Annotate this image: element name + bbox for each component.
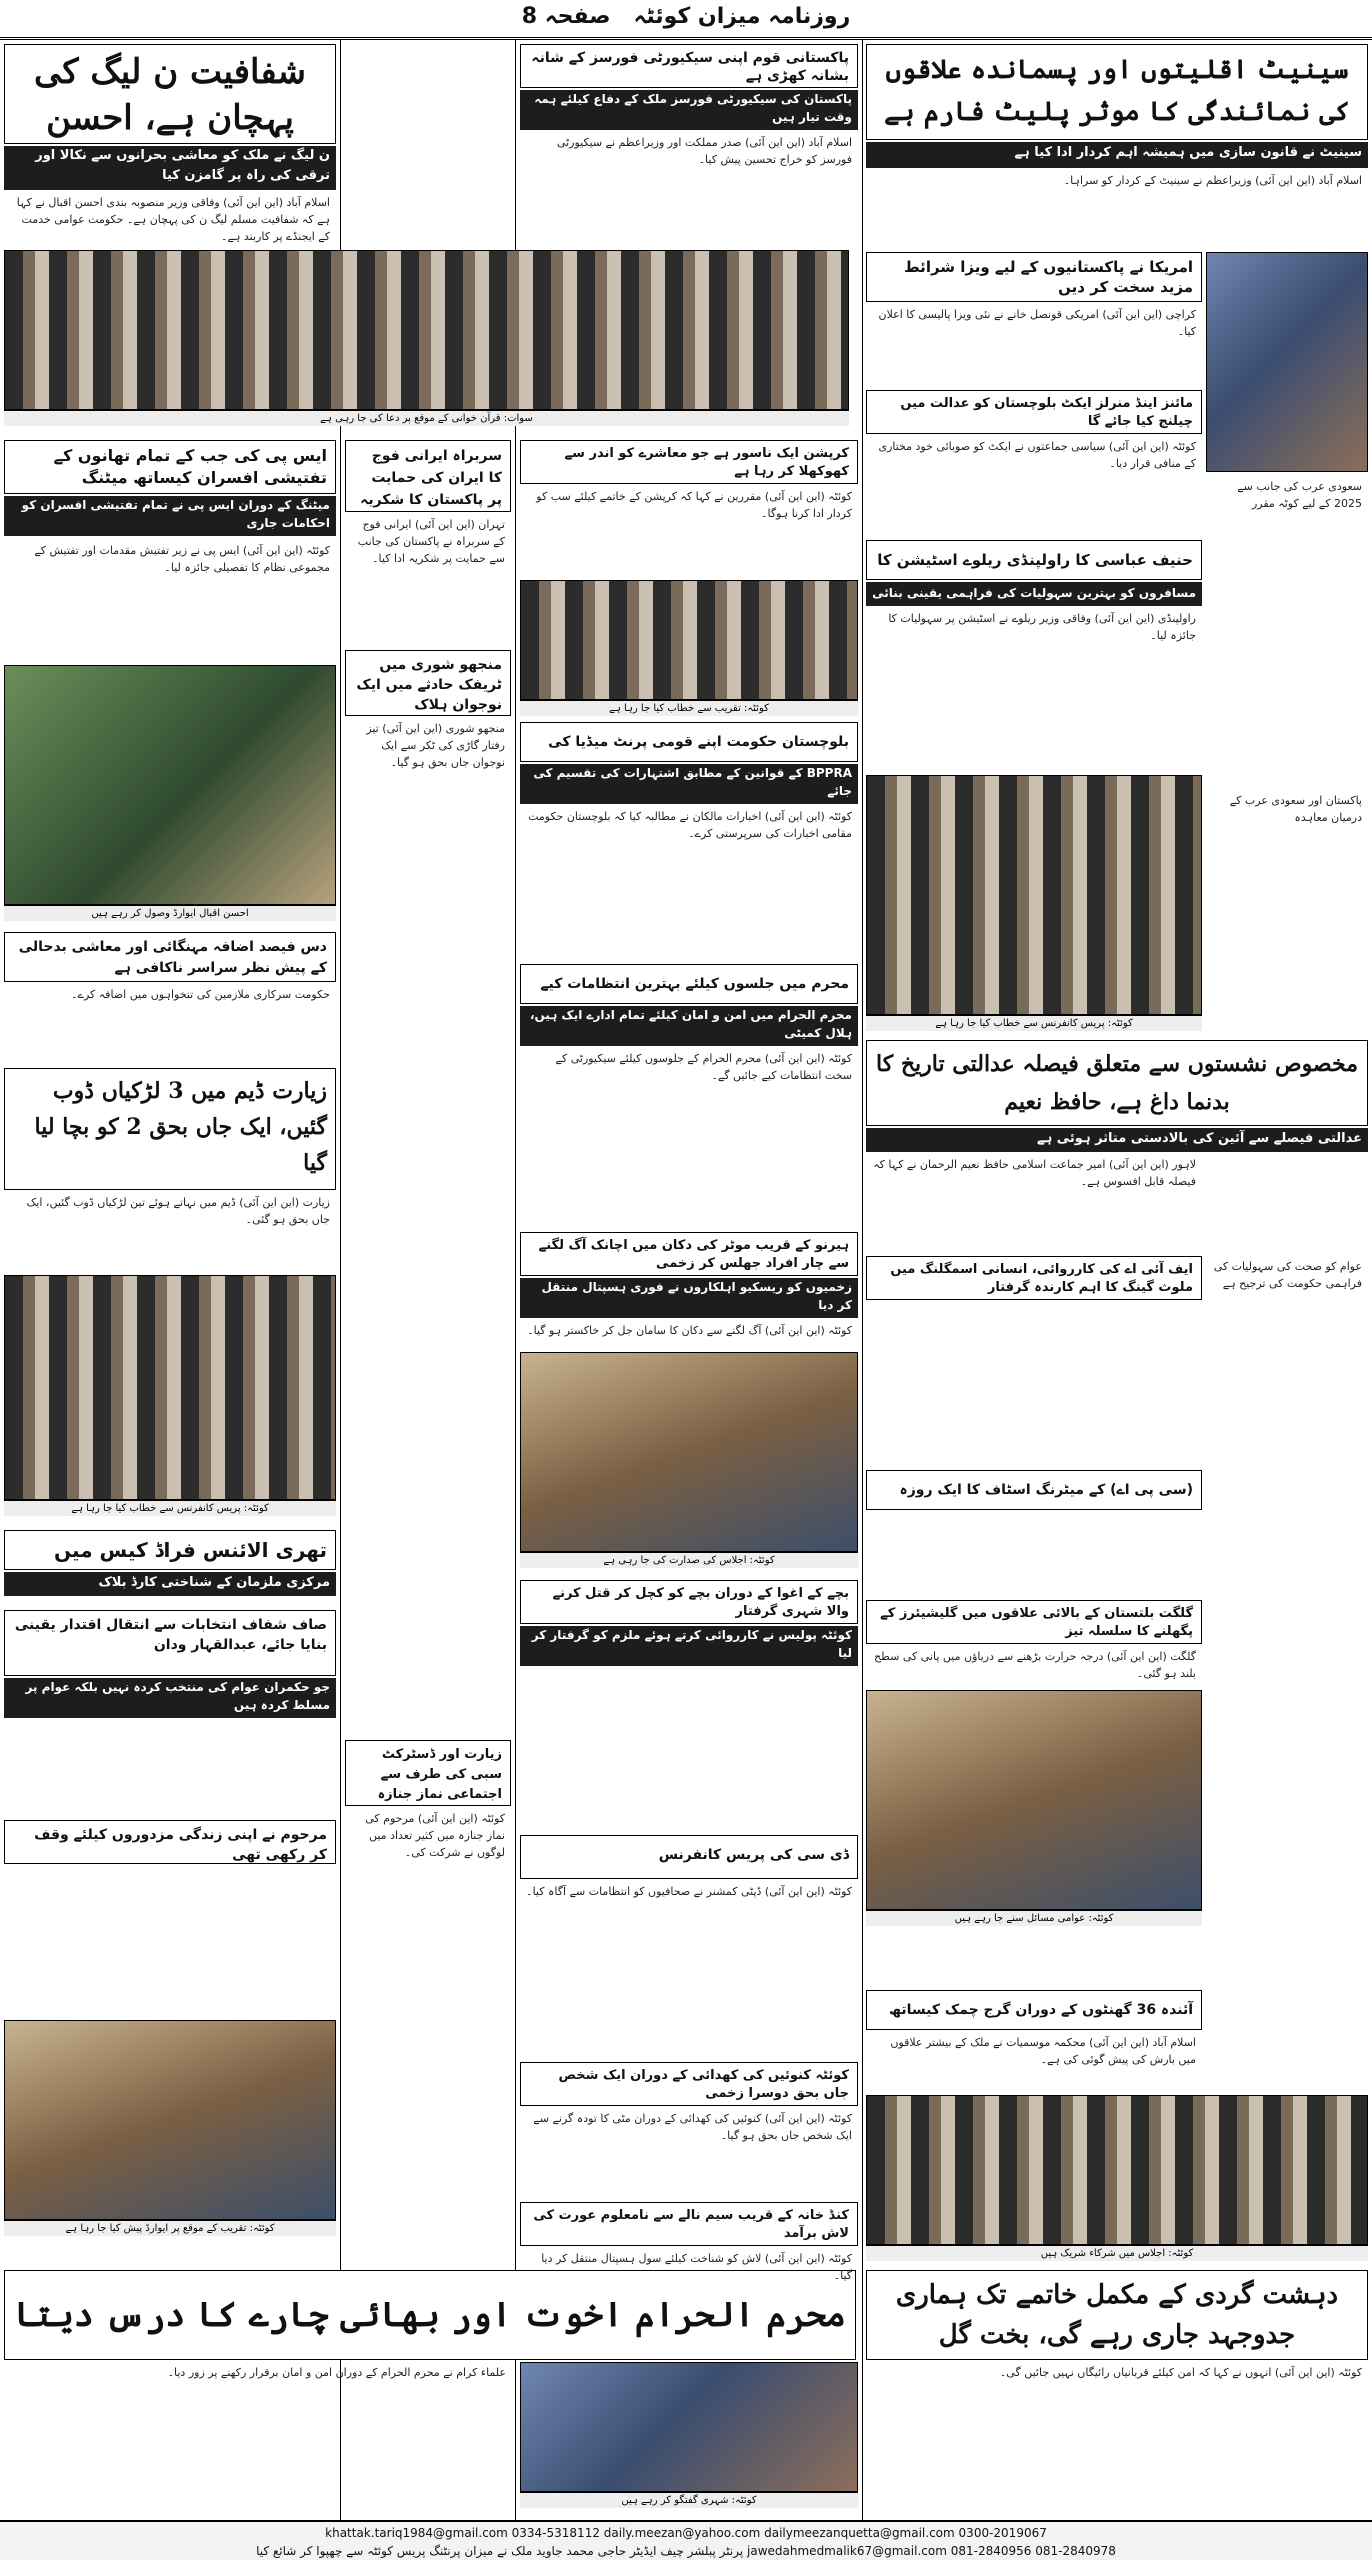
fire-bar: زخمیوں کو ریسکیو اہلکاروں نے فوری ہسپتال منتقل کر دیا	[520, 1278, 858, 1318]
arrest-bar: کوئٹہ پولیس نے کارروائی کرتے ہوئے ملزم کو گرفتار کر لیا	[520, 1626, 858, 1666]
footer-contact-line1: 0300-2019067 khattak.tariq1984@gmail.com 0334-5318112 daily.meezan@yahoo.com dailymeezanquetta@gmail.com	[325, 2526, 1047, 2540]
seminar-caption: کوئٹہ: تقریب سے خطاب کیا جا رہا ہے	[520, 700, 858, 716]
gathering-photo	[866, 2095, 1368, 2245]
security-forces-text: اسلام آباد (این این آئی) صدر مملکت اور وزیراعظم نے سیکیورٹی فورسز کو خراج تحسین پیش کیا۔	[556, 136, 852, 166]
election-headline: صاف شفاف انتخابات سے انتقال اقتدار یقینی بنایا جائے، عبدالقہار ودان	[4, 1610, 336, 1676]
corruption-headline: کرپشن ایک ناسور ہے جو معاشرے کو اندر سے کھوکھلا کر رہا ہے	[520, 440, 858, 484]
mines-act-text: کوئٹہ (این این آئی) سیاسی جماعتوں نے ایکٹ کو صوبائی خود مختاری کے منافی قرار دیا۔	[878, 440, 1196, 470]
senate-headline: سینیٹ اقلیتوں اور پسماندہ علاقوں کی نمائندگی کا موثر پلیٹ فارم ہے	[866, 44, 1368, 140]
award-photo-caption: احسن اقبال ایوارڈ وصول کر رہے ہیں	[4, 905, 336, 921]
senate-bar: سینیٹ نے قانون سازی میں ہمیشہ اہم کردار ادا کیا ہے	[866, 142, 1368, 168]
officials-caption: کوئٹہ: پریس کانفرنس سے خطاب کیا جا رہا ہے	[866, 1015, 1202, 1031]
fraud-case-headline: تھری الائنس فراڈ کیس میں	[4, 1530, 336, 1570]
footer-contact-line2: 081-2840978 081-2840956 jawedahmedmalik67@gmail.com پرنٹر پبلشر چیف ایڈیٹر حاجی محمد جاوید ملک نے میزان پرنٹنگ پریس کوئٹہ سے چھپوا کر شائع کیا	[256, 2544, 1116, 2558]
muharram-headline: محرم الحرام اخوت اور بھائی چارے کا درس دیتا	[4, 2270, 856, 2360]
fire-headline: ہیرنو کے قریب موٹر کی دکان میں اچانک آگ لگنے سے چار افراد جھلس کر زخمی	[520, 1232, 858, 1276]
well-accident-headline: کوئٹہ کنوئیں کی کھدائی کے دوران ایک شخص جاں بحق دوسرا زخمی	[520, 2062, 858, 2106]
rain-text: اسلام آباد (این این آئی) محکمہ موسمیات نے ملک کے بیشتر علاقوں میں بارش کی پیش گوئی کی ہے۔	[890, 2036, 1196, 2066]
sp-meeting-bar: میٹنگ کے دوران ایس پی نے تمام تفتیشی افسران کو احکامات جاری	[4, 496, 336, 536]
press-conference-photo	[4, 1275, 336, 1500]
print-media-bar: BPPRA کے قوانین کے مطابق اشتہارات کی تقسیم کی جائے	[520, 764, 858, 804]
paper-name: روزنامہ میزان کوئٹہ صفحہ 8	[521, 4, 851, 29]
senate-text: اسلام آباد (این این آئی) وزیراعظم نے سینیٹ کے کردار کو سراہا۔	[1063, 174, 1362, 187]
saudi-agreement-text: پاکستان اور سعودی عرب کے درمیان معاہدہ	[1229, 794, 1362, 824]
hafiz-naeem-bar: عدالتی فیصلے سے آئین کی بالادستی متاثر ہوئی ہے	[866, 1128, 1368, 1152]
rain-headline: آئندہ 36 گھنٹوں کے دوران گرج چمک کیساتھ	[866, 1990, 1202, 2030]
fraud-case-bar: مرکزی ملزمان کے شناختی کارڈ بلاک	[4, 1572, 336, 1596]
sp-meeting-headline: ایس پی کی جب کے تمام تھانوں کے تفتیشی افسران کیساتھ میٹنگ	[4, 440, 336, 494]
health-side-text: عوام کو صحت کی سہولیات کی فراہمی حکومت کی ترجیح ہے	[1213, 1260, 1362, 1290]
body-found-headline: کنڈ خانہ کے قریب سیم نالے سے نامعلوم عورت کی لاش برآمد	[520, 2202, 858, 2246]
salary-headline: دس فیصد اضافہ مہنگائی اور معاشی بدحالی کے پیش نظر سراسر ناکافی ہے	[4, 932, 336, 982]
public-meeting-caption: کوئٹہ: عوامی مسائل سنے جا رہے ہیں	[866, 1910, 1202, 1926]
page-footer	[0, 2520, 1372, 2560]
left-top-text: اسلام آباد (این این آئی) وفاقی وزیر منصوبہ بندی احسن اقبال نے کہا ہے کہ شفافیت مسلم لیگ ن کی پہچان ہے۔ حکومت عوامی خدمت کے ایجنڈے پر کاربند ہے۔	[16, 196, 330, 243]
ziarat-dam-text: زیارت (این این آئی) ڈیم میں نہاتے ہوئے تین لڑکیاں ڈوب گئیں، ایک جاں بحق ہو گئی۔	[26, 1196, 330, 1226]
sp-meeting-text: کوئٹہ (این این آئی) ایس پی نے زیر تفتیش مقدمات اور تفتیش کے مجموعی نظام کا تفصیلی جائزہ لیا۔	[34, 544, 330, 574]
iran-army-headline: سربراہ ایرانی فوج کا ایران کی حمایت پر پاکستان کا شکریہ	[345, 440, 511, 512]
muharram-text: علماء کرام نے محرم الحرام کے دوران امن و امان برقرار رکھنے پر زور دیا۔	[167, 2366, 506, 2379]
iran-army-text: تہران (این این آئی) ایرانی فوج کے سربراہ نے پاکستان کی جانب سے حمایت پر شکریہ ادا کیا۔	[357, 518, 505, 565]
ziarat-dam-headline: زیارت ڈیم میں 3 لڑکیاں ڈوب گئیں، ایک جاں بحق 2 کو بچا لیا گیا	[4, 1068, 336, 1190]
left-top-subhead: ن لیگ نے ملک کو معاشی بحرانوں سے نکالا اور ترقی کی راہ پر گامزن کیا	[4, 146, 336, 190]
funeral-headline: زیارت اور ڈسٹرکٹ سبی کی طرف سے اجتماعی نماز جنازہ	[345, 1740, 511, 1806]
hafiz-naeem-headline: مخصوص نشستوں سے متعلق فیصلہ عدالتی تاریخ کا بدنما داغ ہے، حافظ نعیم	[866, 1040, 1368, 1126]
labour-headline: مرحوم نے اپنی زندگی مزدوروں کیلئے وقف کر رکھی تھی	[4, 1820, 336, 1864]
corruption-text: کوئٹہ (این این آئی) مقررین نے کہا کہ کرپشن کے خاتمے کیلئے سب کو کردار ادا کرنا ہوگا۔	[536, 490, 852, 520]
public-meeting-photo	[866, 1690, 1202, 1910]
meeting-caption: کوئٹہ: اجلاس کی صدارت کی جا رہی ہے	[520, 1552, 858, 1568]
security-forces-headline: پاکستانی قوم اپنی سیکیورٹی فورسز کے شانہ بشانہ کھڑی ہے	[520, 44, 858, 88]
fia-headline: ایف آئی اے کی کارروائی، انسانی اسمگلنگ میں ملوث گینگ کا اہم کارندہ گرفتار	[866, 1256, 1202, 1300]
security-forces-bar: پاکستان کی سیکیورٹی فورسز ملک کے دفاع کیلئے ہمہ وقت تیار ہیں	[520, 90, 858, 130]
funeral-text: کوئٹہ (این این آئی) مرحوم کی نماز جنازہ میں کثیر تعداد میں لوگوں نے شرکت کی۔	[365, 1812, 505, 1859]
us-visa-text: کراچی (این این آئی) امریکی قونصل خانے نے نئی ویزا پالیسی کا اعلان کیا۔	[878, 308, 1196, 338]
street-caption: کوئٹہ: شہری گفتگو کر رہے ہیں	[520, 2492, 858, 2508]
arrest-headline: بچے کے اغوا کے دوران بچے کو کچل کر قتل کرنے والا شہری گرفتار	[520, 1580, 858, 1624]
column-rule	[862, 40, 863, 2545]
dc-press-text: کوئٹہ (این این آئی) ڈپٹی کمشنر نے صحافیوں کو انتظامات سے آگاہ کیا۔	[526, 1885, 852, 1898]
meeting-photo	[520, 1352, 858, 1552]
cpa-seminar-headline: (سی پی اے) کے میٹرنگ اسٹاف کا ایک روزہ	[866, 1470, 1202, 1510]
pm-photo	[1206, 252, 1368, 472]
muharram-security-text: کوئٹہ (این این آئی) محرم الحرام کے جلوسوں کیلئے سیکیورٹی کے سخت انتظامات کیے جائیں گے۔	[555, 1052, 852, 1082]
gathering-caption: کوئٹہ: اجلاس میں شرکاء شریک ہیں	[866, 2245, 1368, 2261]
well-accident-text: کوئٹہ (این این آئی) کنوئیں کی کھدائی کے دوران مٹی کا تودہ گرنے سے ایک شخص جاں بحق ہو گیا۔	[533, 2112, 852, 2142]
traffic-accident-headline: منجھو شوری میں ٹریفک حادثے میں ایک نوجوان ہلاک	[345, 650, 511, 716]
body-found-text: کوئٹہ (این این آئی) لاش کو شناخت کیلئے سول ہسپتال منتقل کر دیا گیا۔	[541, 2252, 852, 2282]
bakht-gul-headline: دہشت گردی کے مکمل خاتمے تک ہماری جدوجہد جاری رہے گی، بخت گل	[866, 2270, 1368, 2360]
seminar-photo	[520, 580, 858, 700]
election-bar: جو حکمران عوام کی منتخب کردہ نہیں بلکہ عوام پر مسلط کردہ ہیں	[4, 1678, 336, 1718]
railway-headline: حنیف عباسی کا راولپنڈی ریلوے اسٹیشن کا	[866, 540, 1202, 580]
street-photo	[520, 2362, 858, 2492]
hajj-quota-text: سعودی عرب کی جانب سے 2025 کے لیے کوٹہ مقرر	[1237, 480, 1362, 510]
fire-text: کوئٹہ (این این آئی) آگ لگنے سے دکان کا سامان جل کر خاکستر ہو گیا۔	[527, 1324, 852, 1337]
traffic-accident-text: منجھو شوری (این این آئی) تیز رفتار گاڑی کی ٹکر سے ایک نوجوان جاں بحق ہو گیا۔	[366, 722, 505, 769]
us-visa-headline: امریکا نے پاکستانیوں کے لیے ویزا شرائط مزید سخت کر دیں	[866, 252, 1202, 302]
left-top-headline: شفافیت ن لیگ کی پہچان ہے، احسن	[4, 44, 336, 144]
mines-act-headline: مائنز اینڈ منرلز ایکٹ بلوچستان کو عدالت میں چیلنج کیا جائے گا	[866, 390, 1202, 434]
salary-text: حکومت سرکاری ملازمین کی تنخواہوں میں اضافہ کرے۔	[71, 988, 330, 1001]
ceremony-photo	[4, 2020, 336, 2220]
page-label: صفحہ 8	[521, 4, 611, 29]
print-media-headline: بلوچستان حکومت اپنے قومی پرنٹ میڈیا کی	[520, 722, 858, 762]
glacier-text: گلگت (این این آئی) درجہ حرارت بڑھنے سے دریاؤں میں پانی کی سطح بلند ہو گئی۔	[874, 1650, 1196, 1680]
print-media-text: کوئٹہ (این این آئی) اخبارات مالکان نے مطالبہ کیا کہ بلوچستان حکومت مقامی اخبارات کی سرپرستی کرے۔	[528, 810, 852, 840]
ceremony-caption: کوئٹہ: تقریب کے موقع پر ایوارڈ پیش کیا جا رہا ہے	[4, 2220, 336, 2236]
glacier-headline: گلگت بلتستان کے بالائی علاقوں میں گلیشیئرز کے پگھلنے کا سلسلہ تیز	[866, 1600, 1202, 1644]
wide-photo-caption: سوات: قرآن خوانی کے موقع پر دعا کی جا رہی ہے	[4, 410, 849, 426]
railway-text: راولپنڈی (این این آئی) وفاقی وزیر ریلوے نے اسٹیشن پر سہولیات کا جائزہ لیا۔	[888, 612, 1196, 642]
award-photo	[4, 665, 336, 905]
page-header	[0, 0, 1372, 40]
dc-press-headline: ڈی سی کی پریس کانفرنس	[520, 1835, 858, 1879]
muharram-security-bar: محرم الحرام میں امن و امان کیلئے تمام ادارے ایک ہیں، ہلال کمیٹی	[520, 1006, 858, 1046]
bakht-gul-text: کوئٹہ (این این آئی) انہوں نے کہا کہ امن کیلئے قربانیاں رائیگاں نہیں جائیں گی۔	[999, 2366, 1362, 2379]
officials-photo	[866, 775, 1202, 1015]
hafiz-naeem-text: لاہور (این این آئی) امیر جماعت اسلامی حافظ نعیم الرحمان نے کہا کہ فیصلہ قابل افسوس ہے۔	[873, 1158, 1196, 1188]
muharram-security-headline: محرم میں جلسوں کیلئے بہترین انتظامات کیے	[520, 964, 858, 1004]
railway-bar: مسافروں کو بہترین سہولیات کی فراہمی یقینی بنائی	[866, 582, 1202, 606]
wide-photo	[4, 250, 849, 410]
press-conference-caption: کوئٹہ: پریس کانفرنس سے خطاب کیا جا رہا ہے	[4, 1500, 336, 1516]
